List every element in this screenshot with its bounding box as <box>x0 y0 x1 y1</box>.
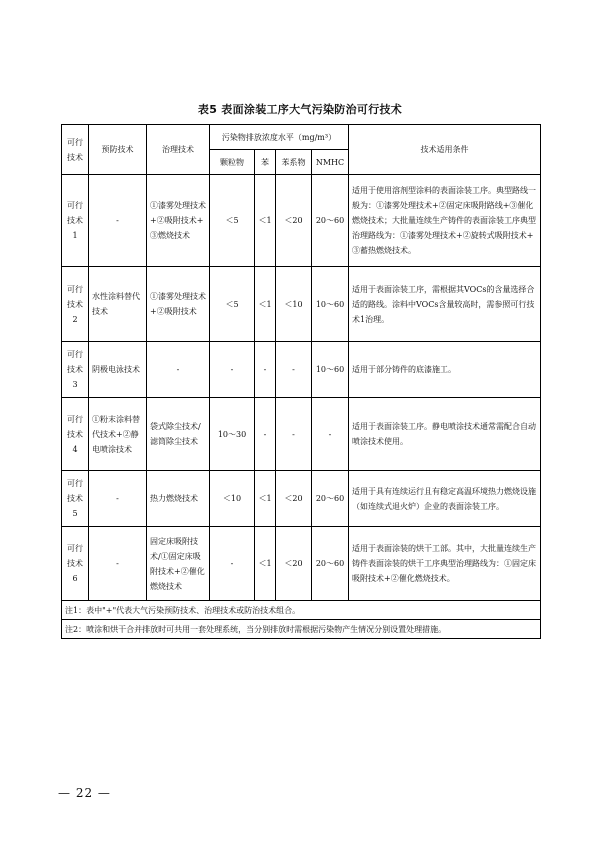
treatment-cell: ①漆雾处理技术+②吸附技术 <box>147 267 210 342</box>
header-feasible: 可行技术 <box>62 125 89 175</box>
benzene-series-cell: - <box>276 342 312 398</box>
benzene-series-cell: ＜20 <box>276 527 312 601</box>
table-row <box>62 527 541 601</box>
particulate-cell: ＜10 <box>210 471 255 527</box>
benzene-cell: ＜1 <box>255 527 276 601</box>
header-prevention: 预防技术 <box>89 125 147 175</box>
note-row <box>62 601 541 620</box>
nmhc-cell: 10～60 <box>312 267 349 342</box>
page-number: — 22 — <box>58 786 111 800</box>
treatment-cell: - <box>147 342 210 398</box>
particulate-cell: ＜5 <box>210 267 255 342</box>
header-treatment: 治理技术 <box>147 125 210 175</box>
header-benzene: 苯 <box>255 150 276 175</box>
benzene-series-cell: ＜20 <box>276 175 312 267</box>
feasible-technology-table <box>61 124 541 639</box>
feasible-cell: 可行技术3 <box>62 342 89 398</box>
note-2: 注2：喷涂和烘干合并排放时可共用一套处理系统，当分别排放时需根据污染物产生情况分别设置处理措施。 <box>62 620 541 639</box>
feasible-cell: 可行技术1 <box>62 175 89 267</box>
particulate-cell: 10～30 <box>210 398 255 471</box>
header-particulate: 颗粒物 <box>210 150 255 175</box>
treatment-cell: 固定床吸附技术/①固定床吸附技术+②催化燃烧技术 <box>147 527 210 601</box>
condition-cell: 适用于部分铸件的底漆施工。 <box>349 342 541 398</box>
table-row <box>62 471 541 527</box>
header-nmhc: NMHC <box>312 150 349 175</box>
condition-cell: 适用于表面涂装工序。静电喷涂技术通常需配合自动喷涂技术使用。 <box>349 398 541 471</box>
benzene-cell: - <box>255 398 276 471</box>
benzene-cell: ＜1 <box>255 471 276 527</box>
condition-cell: 适用于具有连续运行且有稳定高温环境热力燃烧设施（如连续式退火炉）企业的表面涂装工序。 <box>349 471 541 527</box>
note-1: 注1：表中"+"代表大气污染预防技术、治理技术或防治技术组合。 <box>62 601 541 620</box>
nmhc-cell: - <box>312 398 349 471</box>
table-title: 表5 表面涂装工序大气污染防治可行技术 <box>197 103 403 116</box>
header-benzene-series: 苯系物 <box>276 150 312 175</box>
particulate-cell: - <box>210 342 255 398</box>
nmhc-cell: 20～60 <box>312 471 349 527</box>
header-emission-group: 污染物排放浓度水平（mg/m³） <box>210 125 349 150</box>
treatment-cell: 袋式除尘技术/滤筒除尘技术 <box>147 398 210 471</box>
benzene-series-cell: - <box>276 398 312 471</box>
prevention-cell: - <box>89 527 147 601</box>
table-row <box>62 398 541 471</box>
prevention-cell: - <box>89 471 147 527</box>
prevention-cell: ①粉末涂料替代技术+②静电喷涂技术 <box>89 398 147 471</box>
treatment-cell: 热力燃烧技术 <box>147 471 210 527</box>
nmhc-cell: 20～60 <box>312 175 349 267</box>
benzene-series-cell: ＜20 <box>276 471 312 527</box>
table-row <box>62 342 541 398</box>
feasible-cell: 可行技术5 <box>62 471 89 527</box>
condition-cell: 适用于表面涂装工序，需根据其VOCs的含量选择合适的路线。涂料中VOCs含量较高时，需参照可行技术1治理。 <box>349 267 541 342</box>
note-row <box>62 620 541 639</box>
particulate-cell: - <box>210 527 255 601</box>
nmhc-cell: 10～60 <box>312 342 349 398</box>
benzene-cell: ＜1 <box>255 267 276 342</box>
table-row <box>62 175 541 267</box>
benzene-cell: - <box>255 342 276 398</box>
nmhc-cell: 20～60 <box>312 527 349 601</box>
prevention-cell: - <box>89 175 147 267</box>
feasible-cell: 可行技术6 <box>62 527 89 601</box>
condition-cell: 适用于表面涂装的烘干工部。其中，大批量连续生产铸件表面涂装的烘干工序典型治理路线为：①固定床吸附技术+②催化燃烧技术。 <box>349 527 541 601</box>
benzene-cell: ＜1 <box>255 175 276 267</box>
condition-cell: 适用于使用溶剂型涂料的表面涂装工序。典型路线一般为：①漆雾处理技术+②固定床吸附路线+③催化燃烧技术；大批量连续生产铸件的表面涂装工序典型治理路线为：①漆雾处理技术+②旋转式吸附技术+③蓄热燃烧技术。 <box>349 175 541 267</box>
treatment-cell: ①漆雾处理技术+②吸附技术+③燃烧技术 <box>147 175 210 267</box>
header-condition: 技术适用条件 <box>349 125 541 175</box>
particulate-cell: ＜5 <box>210 175 255 267</box>
feasible-cell: 可行技术2 <box>62 267 89 342</box>
table-row <box>62 267 541 342</box>
prevention-cell: 水性涂料替代技术 <box>89 267 147 342</box>
feasible-cell: 可行技术4 <box>62 398 89 471</box>
header-row-1 <box>62 125 541 150</box>
benzene-series-cell: ＜10 <box>276 267 312 342</box>
prevention-cell: 阴极电泳技术 <box>89 342 147 398</box>
